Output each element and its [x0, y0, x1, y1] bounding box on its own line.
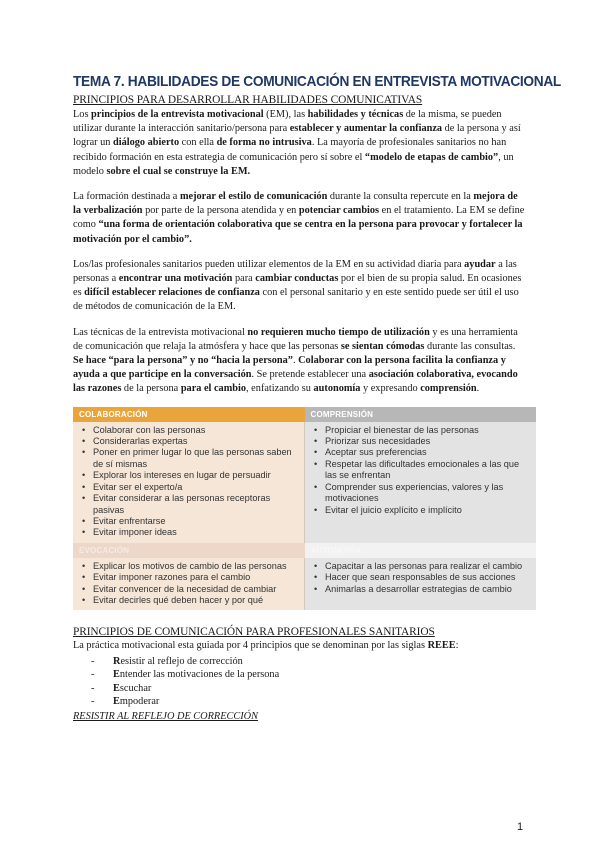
text-run: Se hace “para la persona” y no “hacia la persona”: [73, 355, 293, 367]
text-run: cambiar conductas: [255, 273, 339, 285]
list-item: • Priorizar sus necesidades: [325, 436, 530, 447]
text-run: durante las consultas.: [424, 340, 516, 352]
paragraph-3: [73, 258, 528, 315]
text-run: mejora de la verbalización: [73, 191, 518, 217]
text-run: .: [292, 355, 299, 367]
text-run: Colaborar con la persona facilita la confianza y ayuda a que participe en la conversación: [73, 355, 506, 381]
cell-autonomia: [305, 558, 537, 611]
list-item: • Evitar convencer de la necesidad de cambiar: [93, 584, 298, 595]
text-run: asociación colaborativa, evocando las razones: [73, 369, 518, 395]
list-item: • Evitar considerar a las personas receptoras pasivas: [93, 493, 298, 516]
list-item: • Evitar enfrentarse: [93, 516, 298, 527]
text-run: de la persona y así lograr un: [73, 123, 521, 149]
paragraph-2: [73, 190, 528, 247]
section-heading-principios: PRINCIPIOS PARA DESARROLLAR HABILIDADES COMUNICATIVAS: [73, 94, 423, 106]
cell-evocacion: [73, 558, 305, 611]
text-run: La formación destinada a: [73, 191, 180, 203]
list-item: • Explorar los intereses en lugar de persuadir: [93, 470, 298, 481]
text-run: en el tratamiento. La EM se define como: [73, 205, 525, 231]
text-run: Los: [73, 109, 92, 120]
text-run: por el bien de su propia salud. En ocasiones es: [73, 273, 522, 299]
text-run: “una forma de orientación colaborativa que se centra en la persona para provocar y fortalecer la motivación por el cambio”.: [73, 219, 523, 245]
paragraph-5-text: La práctica motivacional esta guiada por 4 principios que se denominan por las siglas: [73, 640, 428, 652]
list-item: • Poner en primer lugar lo que las personas saben de sí mismas: [93, 447, 298, 470]
text-run: “modelo de etapas de cambio”: [364, 151, 499, 163]
list-item: • Propiciar el bienestar de las personas: [325, 425, 530, 436]
text-run: difícil establecer relaciones de confianza: [84, 287, 260, 299]
list-item: - Empoderar: [91, 695, 528, 709]
header-evocacion: EVOCACIÓN: [73, 543, 305, 558]
cell-comprension: [305, 422, 537, 543]
list-item: • Evitar imponer ideas: [93, 527, 298, 538]
text-run: , un modelo: [73, 151, 514, 177]
text-run: a las personas a: [73, 258, 517, 285]
page-title: TEMA 7. HABILIDADES DE COMUNICACIÓN EN ENTREVISTA MOTIVACIONAL: [73, 74, 561, 90]
text-run: . La mayoría de profesionales sanitarios no han recibido formación en esta estrategia de comunicación pero sí sobre el: [73, 137, 507, 163]
text-run: con el personal sanitario y en este sentido puede ser útil el uso de métodos de comunicación de la EM.: [73, 287, 519, 313]
header-autonomia: AUTONOMÍA: [305, 543, 537, 558]
list-item: • Explicar los motivos de cambio de las personas: [93, 561, 298, 572]
list-item: • Evitar ser el experto/a: [93, 482, 298, 493]
text-run: se sientan cómodas: [340, 340, 425, 352]
header-comprension: COMPRENSIÓN: [305, 407, 537, 422]
list-item: • Evitar el juicio explícito e implícito: [325, 505, 530, 516]
page-number: 1: [517, 821, 524, 833]
text-run: .: [476, 383, 480, 395]
list-item: • Evitar decirles qué deben hacer y por qué: [93, 595, 298, 606]
text-run: Las técnicas de la entrevista motivacional: [73, 326, 248, 338]
document-page: [73, 74, 561, 722]
text-run: diálogo abierto: [113, 137, 180, 149]
list-item: - Entender las motivaciones de la persona: [91, 668, 528, 682]
em-principles-table: [73, 407, 536, 611]
text-run: de la misma, se pueden utilizar durante la interacción sanitario/persona para: [73, 109, 502, 135]
text-run: y expresando: [360, 383, 421, 395]
text-run: para el cambio: [180, 383, 247, 395]
text-run: encontrar una motivación: [118, 273, 233, 285]
list-item: • Colaborar con las personas: [93, 425, 298, 436]
section-heading-resistir: RESISTIR AL REFLEJO DE CORRECCIÓN: [73, 710, 258, 722]
list-item: - Resistir al reflejo de corrección: [91, 655, 528, 669]
text-run: autonomía: [313, 383, 361, 395]
list-item: • Hacer que sean responsables de sus acciones: [325, 572, 530, 583]
list-item: • Respetar las dificultades emocionales a las que las se enfrentan: [325, 459, 530, 482]
text-run: comprensión: [420, 383, 477, 395]
text-run: principios de la entrevista motivacional: [91, 109, 264, 120]
paragraph-5: [73, 639, 528, 653]
list-item: • Considerarlas expertas: [93, 436, 298, 447]
text-run: Los/las profesionales sanitarios pueden utilizar elementos de la EM en su actividad diaria para: [73, 258, 465, 270]
text-run: de la persona: [121, 383, 181, 395]
text-run: establecer y aumentar la confianza: [289, 123, 443, 135]
text-run: de forma no intrusiva: [216, 137, 312, 149]
cell-colaboracion: [73, 422, 305, 543]
list-item: • Evitar imponer razones para el cambio: [93, 572, 298, 583]
text-run: habilidades y técnicas: [307, 109, 404, 120]
text-run: y es una herramienta de comunicación que relaja la atmósfera y hace que las personas: [73, 326, 518, 352]
list-item: • Capacitar a las personas para realizar el cambio: [325, 561, 530, 572]
list-item: • Comprender sus experiencias, valores y las motivaciones: [325, 482, 530, 505]
header-colaboracion: COLABORACIÓN: [73, 407, 305, 422]
text-run: por parte de la persona atendida y en: [142, 205, 299, 217]
text-run: mejorar el estilo de comunicación: [179, 191, 328, 203]
list-item: • Aceptar sus preferencias: [325, 447, 530, 458]
text-run: , enfatizando su: [246, 383, 314, 395]
text-run: con ella: [179, 137, 217, 149]
reee-acronym: REEE: [427, 640, 456, 652]
text-run: (EM), las: [263, 109, 308, 120]
text-run: no requieren mucho tiempo de utilización: [247, 326, 430, 338]
text-run: . Se pretende establecer una: [251, 369, 369, 381]
section-heading-comunicacion: PRINCIPIOS DE COMUNICACIÓN PARA PROFESIONALES SANITARIOS: [73, 626, 435, 639]
text-run: ayudar: [464, 258, 496, 270]
text-run: potenciar cambios: [298, 205, 380, 217]
list-item: • Animarlas a desarrollar estrategias de cambio: [325, 584, 530, 595]
text-run: durante la consulta repercute en la: [327, 191, 474, 203]
list-item: - Escuchar: [91, 682, 528, 696]
paragraph-4: [73, 326, 528, 397]
text-run: sobre el cual se construye la EM.: [106, 165, 251, 177]
text-run: para: [232, 273, 256, 285]
paragraph-1: [73, 108, 528, 179]
reee-list: [91, 655, 528, 709]
paragraph-5-end: :: [455, 640, 459, 652]
